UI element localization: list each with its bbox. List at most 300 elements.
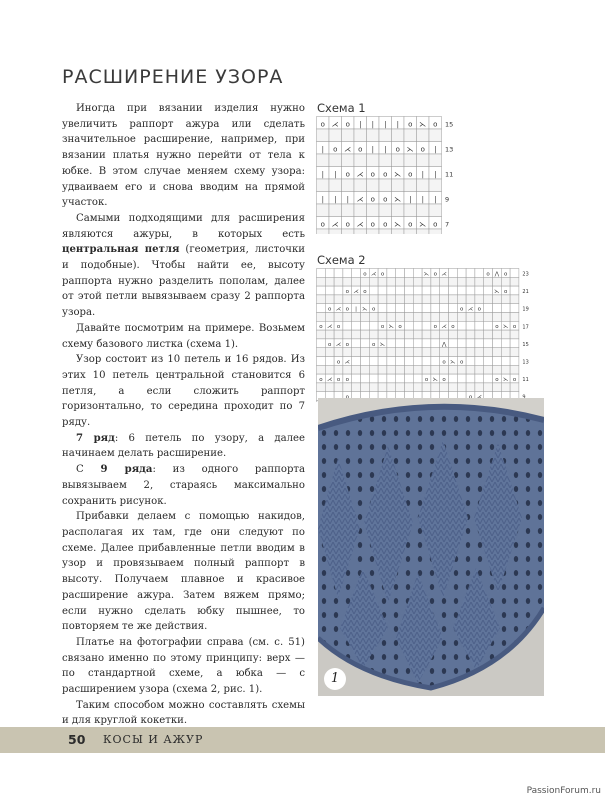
stitch-symbol: ⋌ <box>331 120 339 129</box>
chart-cell <box>342 204 355 217</box>
chart-cell <box>449 304 458 313</box>
chart-cell <box>501 277 510 286</box>
chart-cell <box>379 154 392 167</box>
stitch-symbol: o <box>383 220 388 229</box>
stitch-symbol: ⋋ <box>450 359 456 366</box>
chart-cell <box>354 154 367 167</box>
stitch-symbol: ⋌ <box>356 195 364 204</box>
chart-cell <box>501 330 510 339</box>
chart-cell <box>387 374 396 383</box>
chart-cell <box>404 154 417 167</box>
chart-cell <box>484 321 493 330</box>
chart-cell <box>317 269 326 278</box>
stitch-symbol: ⋋ <box>432 376 439 383</box>
stitch-symbol: o <box>380 324 385 331</box>
stitch-symbol: ⋀ <box>494 271 500 278</box>
chart-cell <box>440 277 449 286</box>
chart-cell <box>343 313 352 322</box>
chart-cell <box>493 383 502 392</box>
chart-cell <box>325 357 334 366</box>
chart-cell <box>404 204 417 217</box>
stitch-symbol: o <box>424 376 429 383</box>
chart-cell <box>457 286 466 295</box>
chart-cell <box>342 154 355 167</box>
chart-cell <box>449 365 458 374</box>
chart-cell <box>501 357 510 366</box>
chart-cell <box>422 357 431 366</box>
chart-cell <box>413 357 422 366</box>
chart-cell <box>317 129 330 142</box>
chart-cell <box>354 229 367 234</box>
chart-cell <box>466 321 475 330</box>
chart-cell <box>405 286 414 295</box>
chart-cell <box>317 229 330 234</box>
stitch-symbol: | <box>321 145 324 154</box>
chart-cell <box>417 179 430 192</box>
chart-cell <box>449 277 458 286</box>
stitch-symbol: o <box>420 145 425 154</box>
stitch-symbol: o <box>345 220 350 229</box>
stitch-symbol: ⋋ <box>419 120 427 129</box>
chart-cell <box>367 154 380 167</box>
chart-cell <box>329 204 342 217</box>
figure-number-badge: 1 <box>324 668 346 690</box>
chart-cell <box>378 383 387 392</box>
chart-cell <box>413 321 422 330</box>
chart-cell <box>334 348 343 357</box>
chart-cell <box>334 295 343 304</box>
stitch-symbol: o <box>395 145 400 154</box>
chart-cell <box>431 313 440 322</box>
chart-cell <box>493 295 502 304</box>
chart-cell <box>466 277 475 286</box>
chart-cell <box>484 277 493 286</box>
chart-cell <box>369 383 378 392</box>
stitch-symbol: o <box>398 324 402 331</box>
chart-cell <box>317 383 326 392</box>
footer-band <box>0 727 605 753</box>
stitch-symbol: o <box>433 120 438 129</box>
stitch-symbol: o <box>372 306 376 313</box>
chart-cell <box>413 277 422 286</box>
chart-cell <box>484 348 493 357</box>
chart-cell <box>457 330 466 339</box>
stitch-symbol: o <box>370 220 375 229</box>
chart-cell <box>429 129 442 142</box>
stitch-symbol: o <box>495 376 499 383</box>
chart-cell <box>367 179 380 192</box>
stitch-symbol: o <box>477 306 481 313</box>
stitch-symbol: o <box>320 120 325 129</box>
chart-cell <box>367 204 380 217</box>
stitch-symbol: o <box>336 359 341 366</box>
stitch-symbol: o <box>328 341 332 348</box>
chart-cell <box>484 286 493 295</box>
stitch-symbol: | <box>321 170 324 179</box>
row-number: 11 <box>445 170 454 179</box>
chart-cell <box>317 304 326 313</box>
chart-cell <box>466 365 475 374</box>
chart-cell <box>484 365 493 374</box>
chart-cell <box>378 357 387 366</box>
stitch-symbol: o <box>319 324 323 331</box>
chart-cell <box>334 277 343 286</box>
stitch-symbol: ⋌ <box>356 170 364 179</box>
stitch-symbol: | <box>396 120 399 129</box>
chart-cell <box>352 339 361 348</box>
chart-cell <box>493 348 502 357</box>
chart-cell <box>387 365 396 374</box>
paragraph <box>62 509 305 635</box>
chart-cell <box>361 383 370 392</box>
text-run: Платье на фотографии справа (см. с. 51) связано именно по этому принципу: верх — по стандартной схеме, а юбка — с расширением узора (схема 2, рис. 1). <box>62 636 305 696</box>
chart-cell <box>342 129 355 142</box>
chart-cell <box>457 321 466 330</box>
stitch-symbol: o <box>336 324 341 331</box>
chart-cell <box>325 286 334 295</box>
chart-cell <box>378 304 387 313</box>
chart-cell <box>475 383 484 392</box>
chart-cell <box>378 313 387 322</box>
chart-cell <box>361 357 370 366</box>
chart-cell <box>484 357 493 366</box>
chart-cell <box>475 269 484 278</box>
watermark: PassionForum.ru <box>526 786 601 796</box>
chart-cell <box>457 269 466 278</box>
chart-cell <box>440 365 449 374</box>
scheme-2-title: Схема 2 <box>317 253 366 267</box>
chart-cell <box>484 383 493 392</box>
chart-cell <box>501 365 510 374</box>
stitch-symbol: ⋋ <box>379 341 386 348</box>
chart-cell <box>317 295 326 304</box>
chart-cell <box>404 129 417 142</box>
paragraph <box>62 431 305 462</box>
stitch-symbol: ⋋ <box>406 145 414 154</box>
chart-cell <box>369 313 378 322</box>
chart-cell <box>510 330 519 339</box>
stitch-symbol: o <box>504 288 508 295</box>
paragraph <box>62 698 305 729</box>
chart-cell <box>484 330 493 339</box>
stitch-symbol: o <box>408 220 413 229</box>
chart-cell <box>405 357 414 366</box>
chart-cell <box>457 365 466 374</box>
chart-cell <box>431 383 440 392</box>
chart-cell <box>475 348 484 357</box>
chart-cell <box>387 313 396 322</box>
chart-cell <box>392 129 405 142</box>
chart-cell <box>510 286 519 295</box>
chart-cell <box>352 269 361 278</box>
text-run: : из одного раппорта вывязываем 2, стараясь максимально сохранить рисунок. <box>62 464 306 507</box>
chart-cell <box>396 304 405 313</box>
chart-cell <box>325 365 334 374</box>
chart-cell <box>449 313 458 322</box>
chart-cell <box>475 286 484 295</box>
chart-cell <box>429 229 442 234</box>
chart-cell <box>422 321 431 330</box>
chart-cell <box>431 357 440 366</box>
chart-cell <box>449 269 458 278</box>
chart-cell <box>457 374 466 383</box>
chart-cell <box>413 383 422 392</box>
chart-cell <box>440 286 449 295</box>
stitch-symbol: | <box>421 170 424 179</box>
text-run: Узор состоит из 10 петель и 16 рядов. Из этих 10 петель центральной становится 6 петля, а если сложить раппорт горизонтально, то середина проходит по 7 ряду. <box>62 354 305 429</box>
chart-cell <box>493 357 502 366</box>
chart-cell <box>343 348 352 357</box>
chart-cell <box>440 313 449 322</box>
chart-cell <box>466 348 475 357</box>
chart-cell <box>343 383 352 392</box>
chart-cell <box>379 129 392 142</box>
chart-cell <box>343 269 352 278</box>
stitch-symbol: o <box>363 271 367 278</box>
chart-cell <box>378 286 387 295</box>
chart-cell <box>405 348 414 357</box>
chart-cell <box>343 321 352 330</box>
chart-cell <box>440 304 449 313</box>
chart-cell <box>396 348 405 357</box>
stitch-symbol: o <box>442 376 446 383</box>
chart-cell <box>413 313 422 322</box>
chart-cell <box>361 365 370 374</box>
chart-cell <box>422 330 431 339</box>
text-run: Таким способом можно составлять схемы и для круглой кокетки. <box>62 699 305 727</box>
row-number: 23 <box>522 271 529 278</box>
chart-cell <box>484 374 493 383</box>
chart-cell <box>493 365 502 374</box>
chart-cell <box>501 304 510 313</box>
chart-cell <box>422 295 431 304</box>
stitch-symbol: o <box>460 359 464 366</box>
chart-cell <box>475 374 484 383</box>
stitch-symbol: ⋌ <box>335 341 342 348</box>
row-number: 15 <box>445 120 454 129</box>
chart-cell <box>334 269 343 278</box>
text-run: (геометрия, листочки и подобные). Чтобы найти ее, высоту раппорта нужно разделить пополам, далее от этой петли вывязываем сразу 2 раппорта узора. <box>62 244 305 319</box>
bold-term: центральная петля <box>62 244 180 256</box>
chart-cell <box>475 313 484 322</box>
chart-cell <box>457 383 466 392</box>
chart-cell <box>431 330 440 339</box>
stitch-symbol: o <box>336 376 341 383</box>
chart-cell <box>317 154 330 167</box>
chart-cell <box>369 321 378 330</box>
stitch-symbol: o <box>504 271 508 278</box>
chart-cell <box>387 295 396 304</box>
stitch-symbol: ⋋ <box>388 324 395 331</box>
stitch-symbol: o <box>319 376 323 383</box>
chart-cell <box>413 304 422 313</box>
chart-cell <box>501 313 510 322</box>
stitch-symbol: o <box>383 195 388 204</box>
stitch-symbol: | <box>359 120 362 129</box>
chart-cell <box>431 304 440 313</box>
chart-cell <box>317 286 326 295</box>
row-number: 15 <box>522 341 529 348</box>
chart-cell <box>396 339 405 348</box>
chart-cell <box>413 365 422 374</box>
chart-cell <box>501 295 510 304</box>
chart-cell <box>405 339 414 348</box>
chart-cell <box>369 348 378 357</box>
stitch-symbol: | <box>346 195 349 204</box>
stitch-symbol: o <box>345 170 350 179</box>
chart-cell <box>392 204 405 217</box>
stitch-symbol: | <box>355 306 358 313</box>
article-text <box>62 101 305 729</box>
stitch-symbol: ⋌ <box>356 220 364 229</box>
chart-cell <box>387 339 396 348</box>
stitch-symbol: o <box>442 359 446 366</box>
stitch-symbol: o <box>345 341 349 348</box>
stitch-symbol: ⋌ <box>370 271 377 278</box>
chart-cell <box>493 330 502 339</box>
chart-cell <box>405 277 414 286</box>
chart-cell <box>440 295 449 304</box>
stitch-symbol: | <box>421 195 424 204</box>
chart-cell <box>422 277 431 286</box>
scheme-2-chart <box>316 268 550 402</box>
chart-cell <box>449 374 458 383</box>
chart-cell <box>387 357 396 366</box>
chart-cell <box>392 179 405 192</box>
chart-cell <box>431 348 440 357</box>
chart-cell <box>431 277 440 286</box>
chart-cell <box>413 295 422 304</box>
row-number: 13 <box>522 359 529 366</box>
chart-cell <box>449 348 458 357</box>
chart-cell <box>510 295 519 304</box>
chart-cell <box>387 286 396 295</box>
chart-cell <box>317 357 326 366</box>
chart-cell <box>387 277 396 286</box>
stitch-symbol: ⋋ <box>502 376 509 383</box>
text-run: Самыми подходящими для расширения являются ажуры, в которых есть <box>62 212 305 240</box>
chart-cell <box>457 277 466 286</box>
stitch-symbol: o <box>433 271 437 278</box>
chart-cell <box>329 154 342 167</box>
chart-cell <box>405 321 414 330</box>
chart-cell <box>475 330 484 339</box>
chart-cell <box>440 383 449 392</box>
chart-cell <box>352 313 361 322</box>
chart-cell <box>501 339 510 348</box>
chart-cell <box>343 365 352 374</box>
stitch-symbol: | <box>434 195 437 204</box>
chart-cell <box>352 295 361 304</box>
chart-cell <box>325 348 334 357</box>
chart-cell <box>413 348 422 357</box>
text-run: : 6 петель по узору, а далее начинаем делать расширение. <box>62 432 305 460</box>
chart-cell <box>475 295 484 304</box>
chart-cell <box>440 330 449 339</box>
chart-cell <box>429 179 442 192</box>
stitch-symbol: | <box>434 145 437 154</box>
stitch-symbol: o <box>380 271 385 278</box>
chart-cell <box>369 295 378 304</box>
stitch-symbol: ⋋ <box>419 220 427 229</box>
chart-cell <box>361 348 370 357</box>
chart-cell <box>475 365 484 374</box>
paragraph <box>62 211 305 321</box>
chart-cell <box>317 179 330 192</box>
stitch-symbol: o <box>383 170 388 179</box>
row-number: 17 <box>522 324 529 331</box>
chart-cell <box>417 129 430 142</box>
stitch-symbol: o <box>320 220 325 229</box>
chart-cell <box>510 365 519 374</box>
chart-cell <box>317 277 326 286</box>
chart-cell <box>361 339 370 348</box>
chart-cell <box>466 339 475 348</box>
chart-cell <box>510 269 519 278</box>
stitch-symbol: o <box>345 120 350 129</box>
chart-cell <box>317 204 330 217</box>
chart-cell <box>343 277 352 286</box>
stitch-symbol: ⋌ <box>326 376 333 383</box>
chart-cell <box>369 365 378 374</box>
chart-cell <box>413 374 422 383</box>
stitch-symbol: ⋌ <box>331 220 339 229</box>
stitch-symbol: | <box>384 120 387 129</box>
stitch-symbol: o <box>512 376 517 383</box>
chart-cell <box>392 154 405 167</box>
stitch-symbol: o <box>370 195 375 204</box>
chart-cell <box>354 179 367 192</box>
chart-cell <box>466 330 475 339</box>
stitch-symbol: o <box>333 145 338 154</box>
chart-cell <box>387 383 396 392</box>
chart-cell <box>431 365 440 374</box>
chart-cell <box>329 129 342 142</box>
chart-cell <box>396 277 405 286</box>
chart-cell <box>342 229 355 234</box>
chart-cell <box>352 277 361 286</box>
chart-cell <box>449 339 458 348</box>
chart-cell <box>387 269 396 278</box>
bold-term: 9 ряда <box>100 464 153 476</box>
chart-cell <box>396 269 405 278</box>
chart-cell <box>369 330 378 339</box>
chart-cell <box>379 229 392 234</box>
chart-cell <box>378 365 387 374</box>
paragraph <box>62 352 305 431</box>
stitch-symbol: ⋋ <box>494 288 500 295</box>
chart-cell <box>352 374 361 383</box>
chart-cell <box>417 204 430 217</box>
chart-cell <box>325 277 334 286</box>
chart-cell <box>317 330 326 339</box>
stitch-symbol: o <box>358 145 363 154</box>
chart-cell <box>361 277 370 286</box>
chart-cell <box>510 357 519 366</box>
chart-cell <box>343 330 352 339</box>
chart-cell <box>352 348 361 357</box>
stitch-symbol: o <box>433 324 437 331</box>
chart-cell <box>449 286 458 295</box>
chart-cell <box>422 286 431 295</box>
chart-cell <box>466 357 475 366</box>
row-number: 7 <box>445 220 450 229</box>
stitch-symbol: o <box>495 324 499 331</box>
chart-cell <box>334 313 343 322</box>
chart-cell <box>429 204 442 217</box>
chart-cell <box>405 313 414 322</box>
chart-cell <box>501 348 510 357</box>
